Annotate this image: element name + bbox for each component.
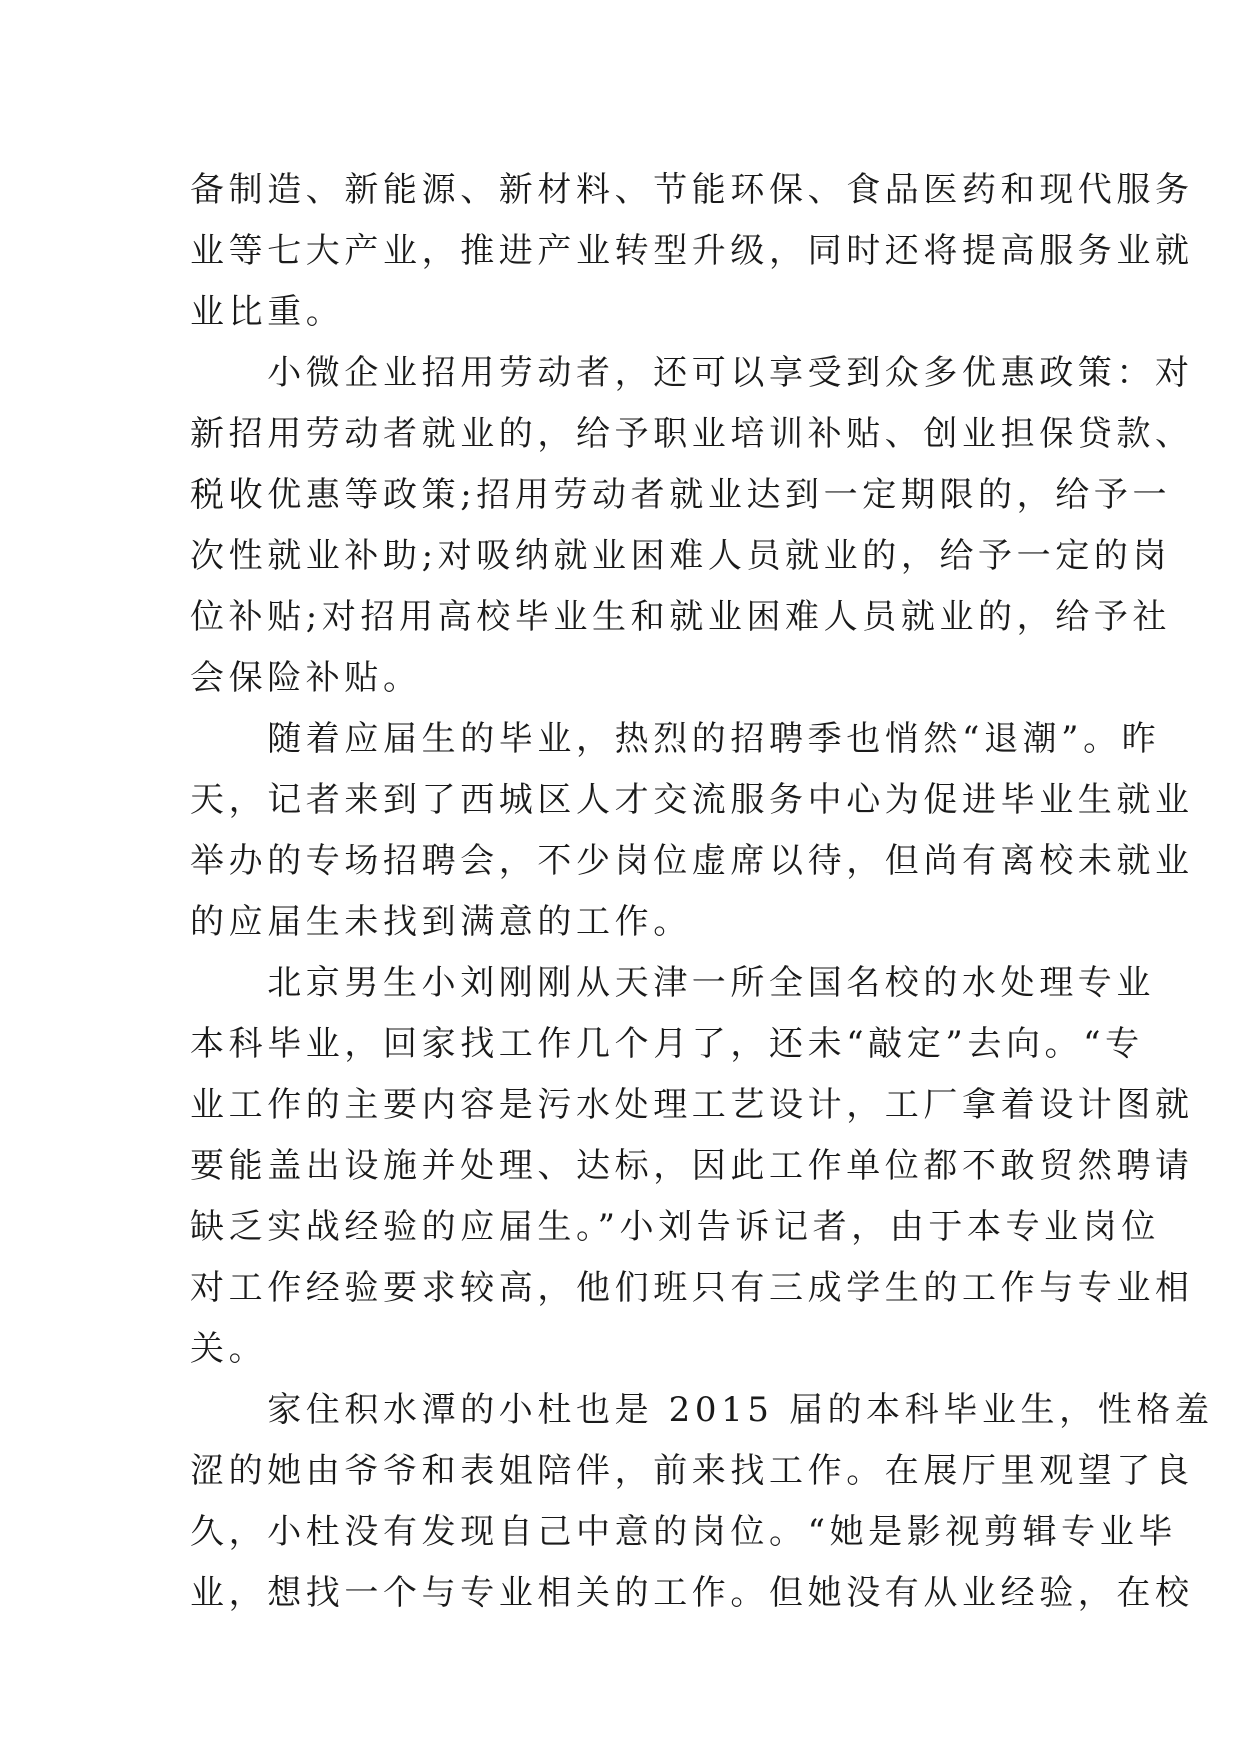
- text-line: 会保险补贴。: [190, 658, 422, 698]
- text-line: 举办的专场招聘会，不少岗位虚席以待，但尚有离校未就业: [190, 841, 1194, 881]
- paragraph-3: [190, 709, 1194, 953]
- text-line: 久，小杜没有发现自己中意的岗位。“她是影视剪辑专业毕: [190, 1512, 1177, 1552]
- text-line: 新招用劳动者就业的，给予职业培训补贴、创业担保贷款、: [190, 414, 1194, 454]
- text-line: 缺乏实战经验的应届生。”小刘告诉记者，由于本专业岗位: [190, 1207, 1160, 1247]
- text-line: 家住积水潭的小杜也是 2015 届的本科毕业生，性格羞: [190, 1390, 1214, 1430]
- paragraph-4: [190, 953, 1194, 1380]
- body-text: [190, 160, 1214, 1624]
- text-line: 随着应届生的毕业，热烈的招聘季也悄然“退潮”。昨: [190, 719, 1161, 759]
- text-line: 本科毕业，回家找工作几个月了，还未“敲定”去向。“专: [190, 1024, 1144, 1064]
- text-line: 次性就业补助;对吸纳就业困难人员就业的，给予一定的岗: [190, 536, 1172, 576]
- text-line: 的应届生未找到满意的工作。: [190, 902, 692, 942]
- paragraph-2: [190, 343, 1194, 709]
- paragraph-1: [190, 160, 1194, 343]
- text-line: 税收优惠等政策;招用劳动者就业达到一定期限的，给予一: [190, 475, 1172, 515]
- text-line: 备制造、新能源、新材料、节能环保、食品医药和现代服务: [190, 170, 1194, 210]
- text-line: 关。: [190, 1329, 268, 1369]
- text-line: 天，记者来到了西城区人才交流服务中心为促进毕业生就业: [190, 780, 1194, 820]
- text-line: 位补贴;对招用高校毕业生和就业困难人员就业的，给予社: [190, 597, 1172, 637]
- text-line: 要能盖出设施并处理、达标，因此工作单位都不敢贸然聘请: [190, 1146, 1194, 1186]
- text-line: 对工作经验要求较高，他们班只有三成学生的工作与专业相: [190, 1268, 1194, 1308]
- paragraph-5: [190, 1380, 1214, 1624]
- text-line: 业比重。: [190, 292, 345, 332]
- text-line: 北京男生小刘刚刚从天津一所全国名校的水处理专业: [190, 963, 1155, 1003]
- text-line: 小微企业招用劳动者，还可以享受到众多优惠政策：对: [190, 353, 1194, 393]
- text-line: 业工作的主要内容是污水处理工艺设计，工厂拿着设计图就: [190, 1085, 1194, 1125]
- text-line: 业等七大产业，推进产业转型升级，同时还将提高服务业就: [190, 231, 1194, 271]
- text-line: 业，想找一个与专业相关的工作。但她没有从业经验，在校: [190, 1573, 1194, 1613]
- text-line: 涩的她由爷爷和表姐陪伴，前来找工作。在展厅里观望了良: [190, 1451, 1194, 1491]
